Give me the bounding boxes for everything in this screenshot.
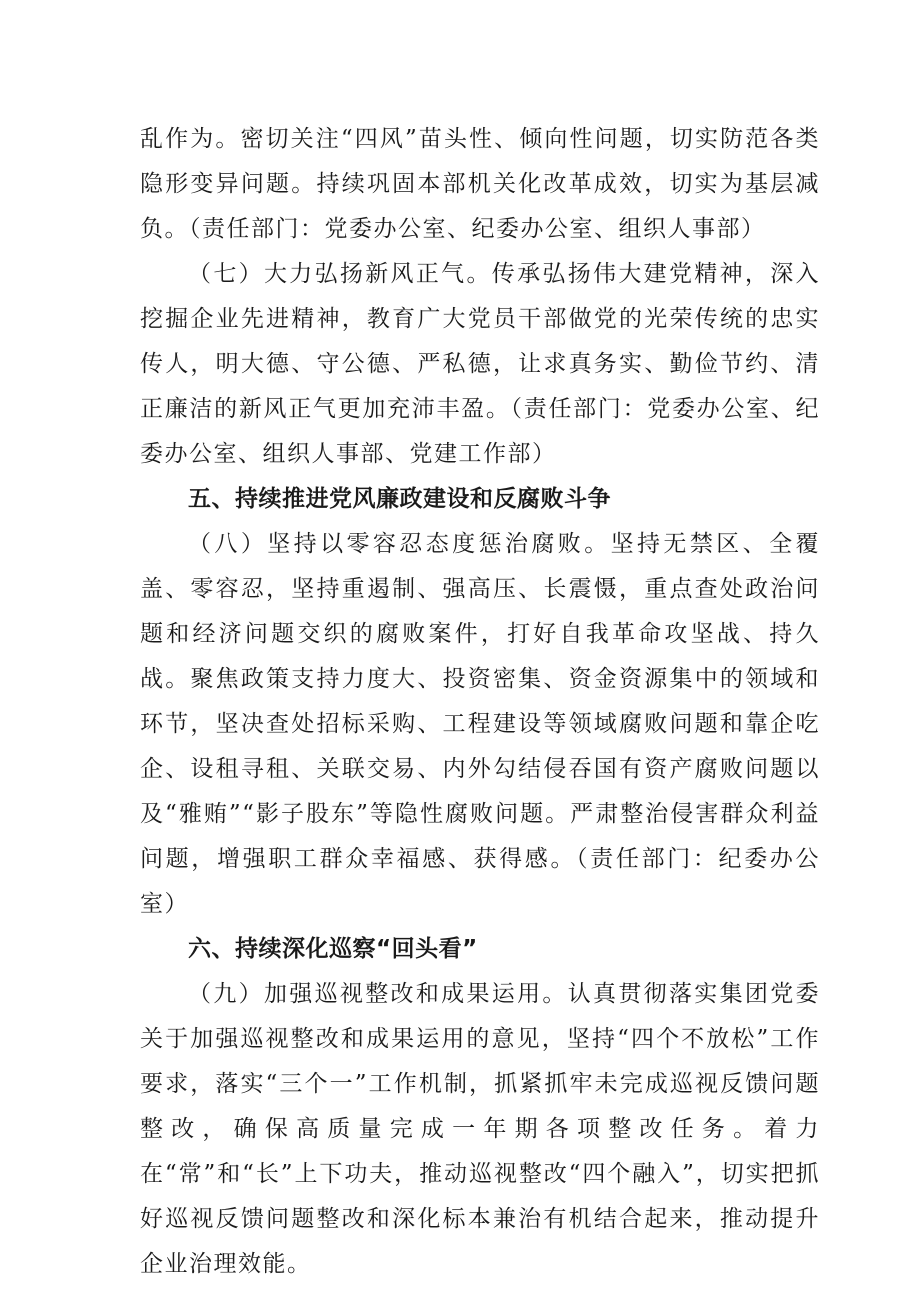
paragraph-item-9: （九）加强巡视整改和成果运用。认真贯彻落实集团党委关于加强巡视整改和成果运用的意见，坚持“四个不放松”工作要求，落实“三个一”工作机制，抓紧抓牢未完成巡视反馈问题整改，确保高质量完成一年期各项整改任务。着力在“常”和“长”上下功夫，推动巡视整改“四个融入”，切实把抓好巡视反馈问题整改和深化标本兼治有机结合起来，推动提升企业治理效能。 <box>140 981 820 1277</box>
paragraph-item-8: （八）坚持以零容忍态度惩治腐败。坚持无禁区、全覆盖、零容忍，坚持重遏制、强高压、长震慑，重点查处政治问题和经济问题交织的腐败案件，打好自我革命攻坚战、持久战。聚焦政策支持力度大、投资密集、资金资源集中的领域和环节，坚决查处招标采购、工程建设等领域腐败问题和靠企吃企、设租寻租、关联交易、内外勾结侵吞国有资产腐败问题以及“雅贿”“影子股东”等隐性腐败问题。严肃整治侵害群众利益问题，增强职工群众幸福感、获得感。（责任部门：纪委办公室） <box>140 531 820 917</box>
document-body <box>140 117 820 1287</box>
paragraph-item-7: （七）大力弘扬新风正气。传承弘扬伟大建党精神，深入挖掘企业先进精神，教育广大党员干部做党的光荣传统的忠实传人，明大德、守公德、严私德，让求真务实、勤俭节约、清正廉洁的新风正气更加充沛丰盈。（责任部门：党委办公室、纪委办公室、组织人事部、党建工作部） <box>140 261 820 467</box>
paragraph-continuation: 乱作为。密切关注“四风”苗头性、倾向性问题，切实防范各类隐形变异问题。持续巩固本部机关化改革成效，切实为基层减负。（责任部门：党委办公室、纪委办公室、组织人事部） <box>140 126 820 242</box>
section-heading-6: 六、持续深化巡察“回头看” <box>188 936 478 962</box>
section-heading-5: 五、持续推进党风廉政建设和反腐败斗争 <box>188 486 611 512</box>
